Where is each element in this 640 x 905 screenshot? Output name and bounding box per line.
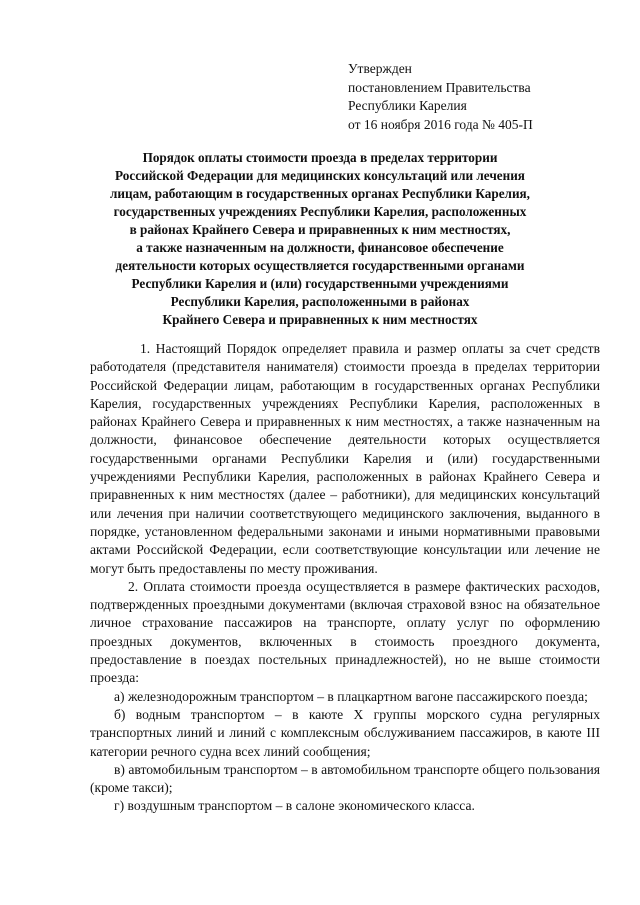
document-title <box>60 149 580 329</box>
title-line: лицам, работающим в государственных органах Республики Карелия, <box>110 186 530 201</box>
paragraph-1: 1. Настоящий Порядок определяет правила и размер оплаты за счет средств работодателя (представителя нанимателя) стоимости проезда в пределах территории Российской Федерации лицам, работающим в государственных органах Республики Карелия, государственных учреждениях Республики Карелия, расположенных в районах Крайнего Севера и приравненных к ним местностях, а также назначенным на должности, финансовое обеспечение деятельности которых осуществляется государственными органами Республики Карелия и (или) государственными учреждениями Республики Карелия, расположенных в районах Крайнего Севера и приравненных к ним местностях (далее – работники), для медицинских консультаций или лечения при наличии соответствующего медицинского заключения, выданного в порядке, установленном федеральными законами и иными нормативными правовыми актами Российской Федерации, если соответствующие консультации или лечение не могут быть предоставлены по месту проживания. <box>90 341 600 576</box>
list-item-d: г) воздушным транспортом – в салоне экономического класса. <box>114 798 475 814</box>
list-item-c: в) автомобильным транспортом – в автомобильном транспорте общего пользования (кроме такси); <box>90 761 600 796</box>
title-line: Республики Карелия, расположенными в районах <box>170 294 470 309</box>
approval-line: постановлением Правительства <box>348 79 531 95</box>
list-item-a: а) железнодорожным транспортом – в плацкартном вагоне пассажирского поезда; <box>114 688 588 704</box>
title-line: а также назначенным на должности, финансовое обеспечение <box>136 240 504 255</box>
title-line: в районах Крайнего Севера и приравненных к ним местностях, <box>129 222 511 237</box>
list-item-b: б) водным транспортом – в каюте X группы морского судна регулярных транспортных линий и линий с комплексным обслуживанием пассажиров, в каюте III категории речного судна всех линий сообщения; <box>90 706 600 759</box>
title-line: Российской Федерации для медицинских консультаций или лечения <box>115 168 525 183</box>
title-line: Крайнего Севера и приравненных к ним местностях <box>162 312 478 327</box>
document-body <box>90 340 600 816</box>
title-line: Республики Карелия и (или) государственными учреждениями <box>131 276 509 291</box>
approval-line: Республики Карелия <box>348 98 467 113</box>
title-line: государственных учреждениях Республики Карелия, расположенных <box>113 204 527 219</box>
title-line: Порядок оплаты стоимости проезда в пределах территории <box>142 150 498 165</box>
approval-line: от 16 ноября 2016 года № 405-П <box>348 116 533 132</box>
title-line: деятельности которых осуществляется государственными органами <box>115 258 525 273</box>
paragraph-2: 2. Оплата стоимости проезда осуществляется в размере фактических расходов, подтвержденных проездными документами (включая страховой взнос на обязательное личное страхование пассажиров на транспорте, оплату услуг по оформлению проездных документов, включенных в стоимость проездного документа, предоставление в поездах постельных принадлежностей), но не выше стоимости проезда: <box>90 578 600 686</box>
approval-line: Утвержден <box>348 61 412 76</box>
approval-stamp <box>348 60 618 134</box>
